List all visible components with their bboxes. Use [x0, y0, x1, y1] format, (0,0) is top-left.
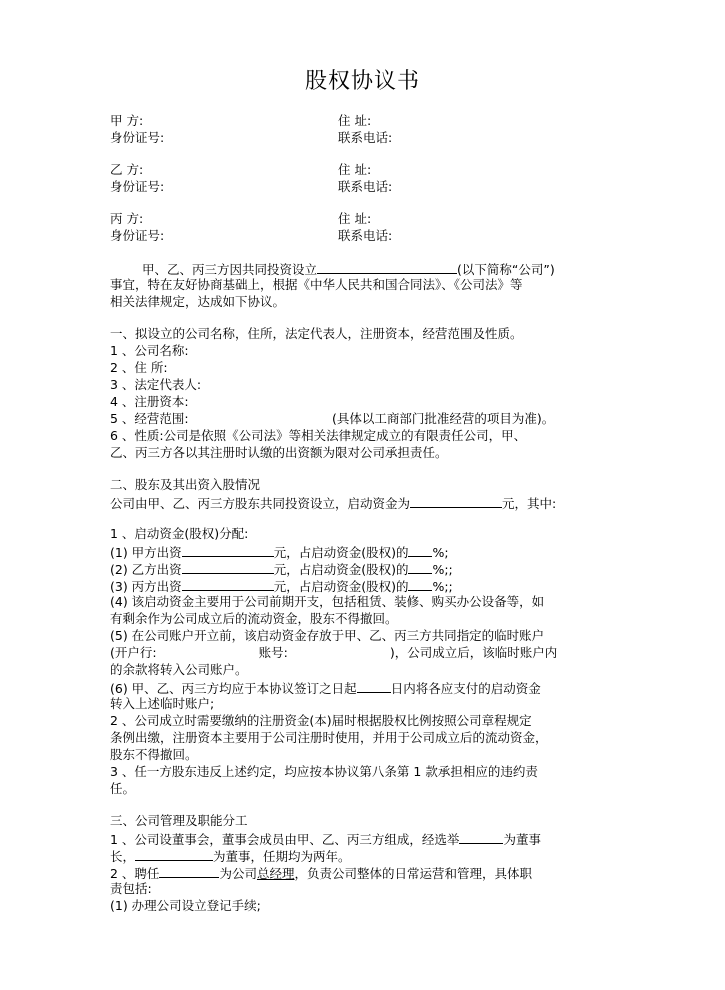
intro-text: 元，其中:	[502, 496, 557, 511]
party-a-id-label: 身份证号:	[110, 130, 165, 145]
board-text: 长，	[110, 849, 136, 864]
party-b-phone-label: 联系电话:	[338, 179, 393, 194]
payment-deadline-line-2: 转入上述临时账户;	[110, 696, 215, 711]
registered-capital-item: 4 、注册资本:	[110, 394, 189, 409]
intro-text: 公司由甲、乙、丙三方股东共同投资设立，启动资金为	[110, 496, 411, 511]
temp-account-text: 账号:	[258, 645, 288, 660]
breach-clause-line-1: 3 、任一方股东违反上述约定，均应按本协议第八条第 1 款承担相应的违约责	[110, 764, 538, 779]
party-a-address-label: 住 址:	[338, 113, 372, 128]
party-b-label: 乙 方:	[110, 162, 144, 177]
business-scope-note: (具体以工商部门批准经营的项目为准)。	[332, 411, 555, 426]
registered-capital-line-3: 股东不得撤回。	[110, 747, 198, 762]
percent-blank	[408, 559, 432, 574]
startup-capital-blank	[410, 493, 502, 508]
legal-rep-item: 3 、法定代表人:	[110, 377, 202, 392]
manager-text: 2 、聘任	[110, 866, 160, 881]
section-1-heading: 一、拟设立的公司名称，住所，法定代表人，注册资本，经营范围及性质。	[110, 326, 523, 341]
amount-blank	[182, 542, 274, 557]
temp-account-line-1: (5) 在公司账户开立前，该启动资金存放于甲、乙、丙三方共同指定的临时账户	[110, 628, 545, 643]
contribution-text: 元，占启动资金(股权)的	[273, 545, 409, 560]
capital-usage-line-1: (4) 该启动资金主要用于公司前期开支，包括租赁、装修、购买办公设备等，如	[110, 594, 545, 609]
party-c-id-label: 身份证号:	[110, 228, 165, 243]
deadline-text: 日内将各应支付的启动资金	[390, 681, 541, 696]
business-scope-item: 5 、经营范围:	[110, 411, 189, 426]
percent-blank	[408, 542, 432, 557]
party-b-id-label: 身份证号:	[110, 179, 165, 194]
manager-text: ，负责公司整体的日常运营和管理，具体职	[294, 866, 532, 881]
contribution-text: 元，占启动资金(股权)的	[273, 562, 409, 577]
section-2-heading: 二、股东及其出资入股情况	[110, 477, 261, 492]
contribution-text: (2) 乙方出资	[110, 562, 182, 577]
manager-name-blank	[159, 863, 219, 878]
party-a-label: 甲 方:	[110, 113, 144, 128]
manager-clause-line-1	[110, 863, 532, 883]
contribution-text: %;;	[432, 579, 453, 594]
breach-clause-line-2: 任。	[110, 781, 136, 796]
address-item: 2 、住 所:	[110, 360, 168, 375]
capital-usage-line-2: 有剩余作为公司成立后的流动资金，股东不得撤回。	[110, 611, 398, 626]
party-c-address-label: 住 址:	[338, 211, 372, 226]
board-text: 1 、公司设董事会，董事会成员由甲、乙、丙三方组成，经选举	[110, 832, 460, 847]
party-a-phone-label: 联系电话:	[338, 130, 393, 145]
preamble-text: (以下简称“公司”)	[457, 262, 555, 277]
section-2-intro	[110, 493, 556, 513]
temp-account-line-2	[110, 644, 557, 662]
preamble-line-3: 相关法律规定，达成如下协议。	[110, 294, 286, 309]
contribution-text: 元，占启动资金(股权)的	[273, 579, 409, 594]
chairman-blank	[459, 829, 503, 844]
contribution-text: (1) 甲方出资	[110, 545, 182, 560]
percent-blank	[408, 576, 432, 591]
company-name-item: 1 、公司名称:	[110, 343, 189, 358]
temp-account-text: )，公司成立后，该临时账户内	[389, 645, 558, 660]
party-c-phone-label: 联系电话:	[338, 228, 393, 243]
party-c-label: 丙 方:	[110, 211, 144, 226]
manager-duty-1: (1) 办理公司设立登记手续;	[110, 898, 261, 913]
amount-blank	[182, 559, 274, 574]
document-title: 股权协议书	[304, 69, 420, 94]
nature-item-line-2: 乙、丙三方各以其注册时认缴的出资额为限对公司承担责任。	[110, 445, 448, 460]
manager-text: 为公司	[219, 866, 257, 881]
director-blank	[135, 846, 213, 861]
preamble-line-2: 事宜，特在友好协商基础上，根据《中华人民共和国合同法》、《公司法》等	[110, 277, 523, 292]
registered-capital-line-2: 条例出缴，注册资本主要用于公司注册时使用，并用于公司成立后的流动资金，	[110, 730, 548, 745]
contribution-text: (3) 丙方出资	[110, 579, 182, 594]
temp-account-line-3: 的余款将转入公司账户。	[110, 662, 248, 677]
party-b-address-label: 住 址:	[338, 162, 372, 177]
company-name-blank	[317, 259, 457, 274]
days-blank	[357, 678, 391, 693]
capital-allocation-heading: 1 、启动资金(股权)分配:	[110, 526, 249, 541]
temp-account-text: (开户行:	[110, 645, 157, 660]
manager-clause-line-2: 责包括:	[110, 881, 152, 896]
nature-item-line-1: 6 、性质:公司是依照《公司法》等相关法律规定成立的有限责任公司，甲、	[110, 428, 527, 443]
board-text: 为董事，任期均为两年。	[213, 849, 351, 864]
amount-blank	[182, 576, 274, 591]
contribution-text: %;;	[432, 562, 453, 577]
preamble-text: 甲、乙、丙三方因共同投资设立	[142, 262, 318, 277]
board-text: 为董事	[503, 832, 541, 847]
manager-title: 总经理	[256, 866, 295, 881]
section-3-heading: 三、公司管理及职能分工	[110, 813, 248, 828]
contribution-text: %;	[432, 545, 449, 560]
deadline-text: (6) 甲、乙、丙三方均应于本协议签订之日起	[110, 681, 357, 696]
registered-capital-line-1: 2 、公司成立时需要缴纳的注册资金(本)届时根据股权比例按照公司章程规定	[110, 713, 532, 728]
